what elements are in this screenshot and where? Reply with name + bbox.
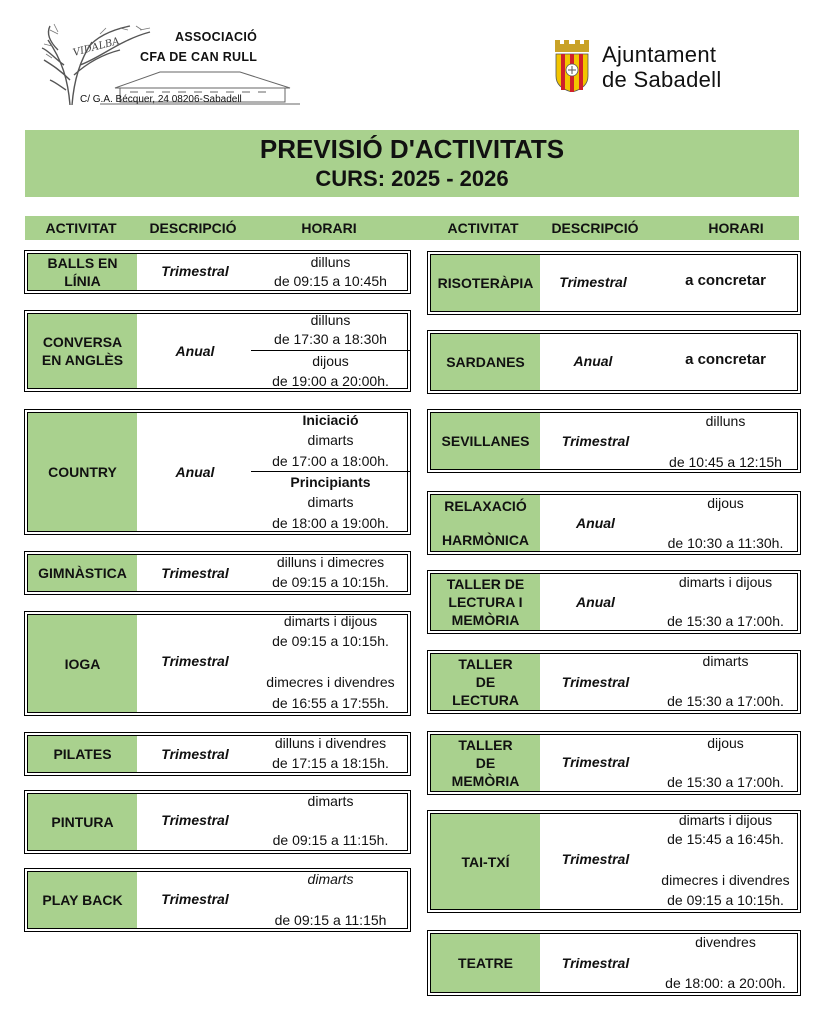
- activity-desc: Anual: [576, 594, 615, 610]
- schedule-day: dilluns: [705, 413, 746, 429]
- activity-desc: Trimestral: [561, 754, 630, 770]
- activity-name: CONVERSA EN ANGLÈS: [28, 314, 137, 388]
- title-band: [25, 130, 799, 197]
- schedule-day: dimarts: [307, 432, 354, 448]
- ajuntament-line2: de Sabadell: [602, 67, 722, 92]
- schedule-day: dimecres i divendres: [266, 674, 395, 690]
- activity-desc: Trimestral: [559, 274, 627, 290]
- schedule-time: de 15:30 a 17:00h.: [667, 693, 784, 709]
- schedule-level: Principiants: [290, 474, 371, 490]
- schedule-time: de 09:15 a 10:15h.: [272, 574, 389, 590]
- activity-name: TALLER DE LECTURA: [431, 654, 540, 710]
- schedule-divider: [251, 350, 410, 351]
- activity-desc: Trimestral: [561, 955, 630, 971]
- schedule-day: dilluns: [310, 312, 351, 328]
- activity-name: [431, 495, 540, 551]
- activity-desc: Anual: [573, 353, 613, 369]
- col-horari-right: HORARI: [708, 220, 764, 236]
- page-subtitle: CURS: 2025 - 2026: [315, 166, 509, 191]
- association-subtitle: CFA DE CAN RULL: [140, 50, 258, 64]
- activity-taller-lectura: [427, 650, 801, 714]
- activity-desc: Trimestral: [561, 674, 630, 690]
- activity-desc: Anual: [576, 515, 615, 531]
- schedule-time: de 17:00 a 18:00h.: [272, 453, 389, 469]
- schedule-day: dimarts: [307, 494, 354, 510]
- schedule-time: de 17:30 a 18:30h: [274, 331, 387, 347]
- col-descripcio-right: DESCRIPCIÓ: [551, 220, 639, 236]
- association-address: C/ G.A. Bécquer, 24 08206-Sabadell: [80, 94, 242, 105]
- schedule-time: de 17:15 a 18:15h.: [272, 755, 389, 771]
- activity-name: TALLER DE MEMÒRIA: [431, 735, 540, 791]
- activity-taller-memoria: [427, 731, 801, 795]
- activity-desc: Trimestral: [161, 565, 229, 581]
- activity-name: TEATRE: [431, 934, 540, 992]
- schedule-divider: [251, 471, 410, 472]
- activity-taller-lectura-memoria: [427, 570, 801, 634]
- schedule-note: a concretar: [685, 351, 766, 368]
- schedule-time: de 10:30 a 11:30h.: [667, 535, 784, 551]
- activity-desc: Trimestral: [161, 263, 229, 279]
- activity-name: SEVILLANES: [431, 413, 540, 469]
- column-header-band: [25, 216, 799, 240]
- schedule-time: de 09:15 a 11:15h.: [272, 832, 389, 848]
- schedule-level: Iniciació: [302, 412, 359, 428]
- activity-play-back: [24, 868, 411, 932]
- activity-desc: Trimestral: [161, 812, 229, 828]
- schedule-day: dijous: [312, 353, 349, 369]
- activity-risoterapia: [427, 251, 801, 315]
- activity-pilates: [24, 732, 411, 776]
- activity-name: SARDANES: [431, 334, 540, 390]
- activity-desc: Trimestral: [561, 433, 630, 449]
- schedule-day: dimecres i divendres: [661, 872, 790, 888]
- activity-desc: Trimestral: [561, 851, 630, 867]
- activity-balls-en-linia: [24, 250, 411, 294]
- activity-name: IOGA: [28, 615, 137, 712]
- schedule-day: dilluns i divendres: [274, 735, 387, 751]
- schedule-day: dimarts i dijous: [678, 574, 773, 590]
- activity-pintura: [24, 790, 411, 854]
- ajuntament-line1: Ajuntament: [602, 42, 717, 67]
- activity-name: RISOTERÀPIA: [431, 255, 540, 311]
- col-activitat-left: ACTIVITAT: [45, 220, 117, 236]
- schedule-day: dilluns: [310, 254, 351, 270]
- activity-desc: Trimestral: [161, 891, 229, 907]
- activity-desc: Anual: [175, 464, 215, 480]
- activity-name: PINTURA: [28, 794, 137, 850]
- col-activitat-right: ACTIVITAT: [447, 220, 519, 236]
- activity-sevillanes: [427, 409, 801, 473]
- activity-name: PLAY BACK: [28, 872, 137, 928]
- schedule-day: dijous: [707, 495, 744, 511]
- activity-name: PILATES: [28, 736, 137, 772]
- activity-name-line1: RELAXACIÓ: [444, 498, 527, 514]
- schedule-time: de 15:30 a 17:00h.: [667, 613, 784, 629]
- schedule-time: de 10:45 a 12:15h: [669, 454, 782, 470]
- activity-desc: Trimestral: [161, 746, 229, 762]
- schedule-day: dimarts i dijous: [283, 613, 378, 629]
- schedule-time: de 09:15 a 10:15h.: [272, 633, 389, 649]
- schedule-time: de 09:15 a 11:15h: [274, 912, 387, 928]
- activity-ioga: [24, 611, 411, 716]
- activity-desc: Trimestral: [161, 653, 229, 669]
- col-horari-left: HORARI: [301, 220, 357, 236]
- schedule-day: dimarts: [307, 793, 354, 809]
- association-title: ASSOCIACIÓ: [175, 30, 258, 44]
- schedule-time: de 09:15 a 10:45h: [274, 273, 387, 289]
- activity-name: COUNTRY: [28, 413, 137, 531]
- schedule-day: dimarts: [702, 653, 749, 669]
- sabadell-coat-of-arms-icon: [552, 40, 592, 92]
- activity-name: TALLER DE LECTURA I MEMÒRIA: [431, 574, 540, 630]
- activity-name: TAI-TXÍ: [431, 814, 540, 909]
- schedule-time: de 19:00 a 20:00h.: [272, 373, 389, 389]
- page-title: PREVISIÓ D'ACTIVITATS: [259, 134, 565, 164]
- activity-country: [24, 409, 411, 535]
- schedule-day: dijous: [707, 735, 744, 751]
- schedule-day: dilluns i dimecres: [276, 554, 385, 570]
- activity-tai-txi: [427, 810, 801, 913]
- schedule-time: de 15:45 a 16:45h.: [667, 831, 784, 847]
- activity-name-line2: HARMÒNICA: [441, 532, 530, 548]
- schedule-time: de 15:30 a 17:00h.: [667, 774, 784, 790]
- schedule-day: dimarts i dijous: [678, 812, 773, 828]
- schedule-time: de 16:55 a 17:55h.: [272, 695, 389, 711]
- logo-word: VIDALBA: [71, 35, 121, 59]
- schedule-day: divendres: [695, 934, 756, 950]
- activity-gimnastica: [24, 551, 411, 595]
- activity-sardanes: [427, 330, 801, 394]
- schedule-day: dimarts: [307, 871, 354, 887]
- activity-relaxacio-harmonica: [427, 491, 801, 555]
- activity-conversa-en-angles: [24, 310, 411, 392]
- schedule-time: de 18:00: a 20:00h.: [665, 975, 786, 991]
- activity-name: GIMNÀSTICA: [28, 555, 137, 591]
- col-descripcio-left: DESCRIPCIÓ: [149, 220, 237, 236]
- schedule-time: de 09:15 a 10:15h.: [667, 892, 784, 908]
- schedule-note: a concretar: [685, 272, 766, 289]
- activity-name: BALLS EN LÍNIA: [28, 254, 137, 290]
- schedule-time: de 18:00 a 19:00h.: [272, 515, 389, 531]
- activity-teatre: [427, 930, 801, 996]
- activity-desc: Anual: [175, 343, 215, 359]
